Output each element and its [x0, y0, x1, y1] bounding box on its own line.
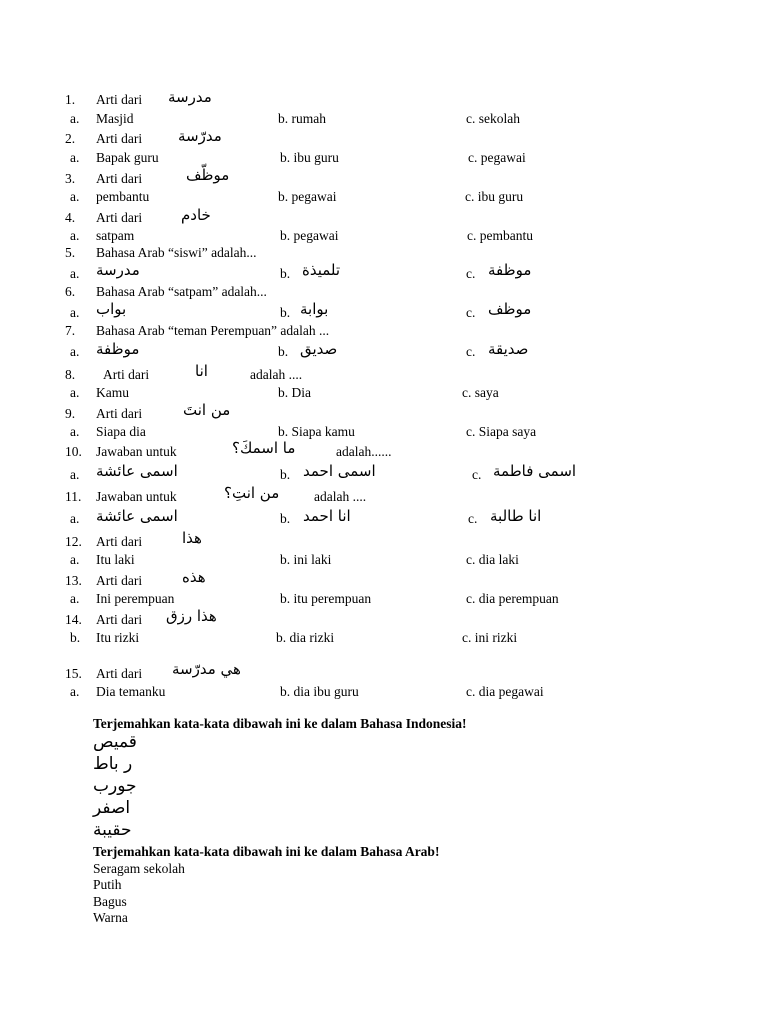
- arabic-word: هذه: [182, 568, 206, 586]
- question-number: 2.: [65, 131, 76, 146]
- option-label: a.: [70, 424, 80, 439]
- option-label: a.: [70, 266, 80, 281]
- arabic-vocab-item: ر باط: [93, 754, 133, 774]
- option-c: c. sekolah: [466, 111, 520, 126]
- question-text: Bahasa Arab “satpam” adalah...: [96, 284, 267, 299]
- option-label: a.: [70, 189, 80, 204]
- question-text: Arti dari: [96, 92, 143, 107]
- option-a-arabic: بواب: [96, 300, 127, 318]
- question-number: 1.: [65, 92, 76, 107]
- question-tail: adalah ....: [250, 367, 303, 382]
- option-label: a.: [70, 511, 80, 526]
- vocab-item: Bagus: [93, 894, 127, 909]
- option-b-arabic: تلميذة: [302, 261, 341, 279]
- option-label: b.: [280, 511, 291, 526]
- option-label: a.: [70, 344, 80, 359]
- arabic-vocab-item: قميص: [93, 732, 137, 752]
- option-c: c. pembantu: [467, 228, 533, 243]
- arabic-word: هي مدرّسة: [172, 660, 241, 678]
- option-label: b.: [70, 630, 81, 645]
- option-a: Ini perempuan: [96, 591, 175, 606]
- arabic-vocab-item: جورب: [93, 776, 137, 796]
- vocab-item: Seragam sekolah: [93, 861, 185, 876]
- option-label: c.: [472, 467, 482, 482]
- question-number: 11.: [65, 489, 82, 504]
- arabic-word: هذا رزق: [166, 607, 217, 625]
- option-label: a.: [70, 552, 80, 567]
- question-number: 5.: [65, 245, 76, 260]
- option-label: c.: [466, 266, 476, 281]
- question-text: Arti dari: [96, 612, 143, 627]
- question-number: 10.: [65, 444, 82, 459]
- question-number: 9.: [65, 406, 76, 421]
- option-a: pembantu: [96, 189, 150, 204]
- arabic-word: موظّف: [186, 166, 230, 184]
- option-b: b. itu perempuan: [280, 591, 372, 606]
- option-label: b.: [278, 344, 289, 359]
- option-label: c.: [466, 305, 476, 320]
- question-text: Arti dari: [96, 210, 143, 225]
- option-label: a.: [70, 305, 80, 320]
- option-a: Siapa dia: [96, 424, 146, 439]
- option-a-arabic: مدرسة: [96, 261, 140, 279]
- question-text: Arti dari: [96, 573, 143, 588]
- option-label: b.: [280, 467, 291, 482]
- question-number: 4.: [65, 210, 76, 225]
- option-c: c. pegawai: [468, 150, 526, 165]
- arabic-word: مدرسة: [168, 88, 212, 106]
- question-tail: adalah ....: [314, 489, 367, 504]
- option-label: c.: [468, 511, 478, 526]
- option-label: a.: [70, 591, 80, 606]
- option-b-arabic: انا احمد: [303, 507, 351, 525]
- question-text: Bahasa Arab “teman Perempuan” adalah ...: [96, 323, 330, 338]
- option-c-arabic: موظفة: [488, 261, 532, 279]
- option-b-arabic: صديق: [300, 340, 338, 358]
- option-label: c.: [466, 344, 476, 359]
- option-b: b. Siapa kamu: [278, 424, 355, 439]
- question-number: 13.: [65, 573, 82, 588]
- option-c-arabic: موظف: [488, 300, 532, 318]
- arabic-word: من انتَ: [183, 401, 231, 419]
- option-a-arabic: موظفة: [96, 340, 140, 358]
- option-b: b. pegawai: [280, 228, 339, 243]
- section-heading: Terjemahkan kata-kata dibawah ini ke dalam Bahasa Indonesia!: [93, 716, 467, 731]
- question-text: Arti dari: [103, 367, 150, 382]
- option-a: Itu laki: [96, 552, 135, 567]
- option-c-arabic: اسمى فاطمة: [493, 462, 577, 480]
- option-c: c. dia perempuan: [466, 591, 559, 606]
- arabic-word: من انتِ؟: [224, 484, 280, 502]
- section-heading: Terjemahkan kata-kata dibawah ini ke dalam Bahasa Arab!: [93, 844, 440, 859]
- option-c: c. Siapa saya: [466, 424, 537, 439]
- option-label: b.: [280, 305, 291, 320]
- arabic-word: انا: [195, 362, 208, 380]
- question-number: 12.: [65, 534, 82, 549]
- question-text: Jawaban untuk: [96, 489, 177, 504]
- option-a: Masjid: [96, 111, 134, 126]
- question-number: 7.: [65, 323, 76, 338]
- option-c: c. dia laki: [466, 552, 519, 567]
- option-c-arabic: صديقة: [488, 340, 529, 358]
- option-a: Itu rizki: [96, 630, 140, 645]
- option-label: b.: [280, 266, 291, 281]
- option-b-arabic: اسمى احمد: [303, 462, 376, 480]
- option-a: satpam: [96, 228, 135, 243]
- arabic-word: هذا: [182, 529, 202, 547]
- option-b: b. dia rizki: [276, 630, 335, 645]
- option-a-arabic: اسمى عائشة: [96, 507, 178, 525]
- option-b-arabic: بوابة: [300, 300, 329, 318]
- option-c: c. dia pegawai: [466, 684, 544, 699]
- option-a-arabic: اسمى عائشة: [96, 462, 178, 480]
- question-number: 6.: [65, 284, 76, 299]
- option-label: a.: [70, 150, 80, 165]
- option-b: b. dia ibu guru: [280, 684, 359, 699]
- option-label: a.: [70, 684, 80, 699]
- option-label: a.: [70, 228, 80, 243]
- option-b: b. ibu guru: [280, 150, 339, 165]
- arabic-word: مدرّسة: [178, 127, 222, 145]
- question-text: Arti dari: [96, 406, 143, 421]
- option-a: Dia temanku: [96, 684, 166, 699]
- option-b: b. pegawai: [278, 189, 337, 204]
- arabic-vocab-item: حقيبة: [93, 820, 132, 840]
- question-number: 15.: [65, 666, 82, 681]
- question-number: 3.: [65, 171, 76, 186]
- option-label: a.: [70, 385, 80, 400]
- question-text: Arti dari: [96, 666, 143, 681]
- question-text: Arti dari: [96, 171, 143, 186]
- option-c: c. saya: [462, 385, 499, 400]
- option-c-arabic: انا طالبة: [490, 507, 542, 525]
- option-b: b. ini laki: [280, 552, 332, 567]
- arabic-word: خادم: [181, 206, 211, 224]
- option-b: b. rumah: [278, 111, 326, 126]
- question-tail: adalah......: [336, 444, 392, 459]
- arabic-vocab-item: اصفر: [93, 798, 131, 818]
- arabic-word: ما اسمكَ؟: [232, 439, 296, 457]
- question-text: Arti dari: [96, 131, 143, 146]
- question-text: Jawaban untuk: [96, 444, 177, 459]
- question-number: 8.: [65, 367, 76, 382]
- option-a: Kamu: [96, 385, 129, 400]
- option-c: c. ibu guru: [465, 189, 524, 204]
- option-c: c. ini rizki: [462, 630, 518, 645]
- vocab-item: Warna: [93, 910, 128, 925]
- option-label: a.: [70, 111, 80, 126]
- vocab-item: Putih: [93, 877, 122, 892]
- option-b: b. Dia: [278, 385, 311, 400]
- question-text: Bahasa Arab “siswi” adalah...: [96, 245, 257, 260]
- option-label: a.: [70, 467, 80, 482]
- question-text: Arti dari: [96, 534, 143, 549]
- option-a: Bapak guru: [96, 150, 159, 165]
- question-number: 14.: [65, 612, 82, 627]
